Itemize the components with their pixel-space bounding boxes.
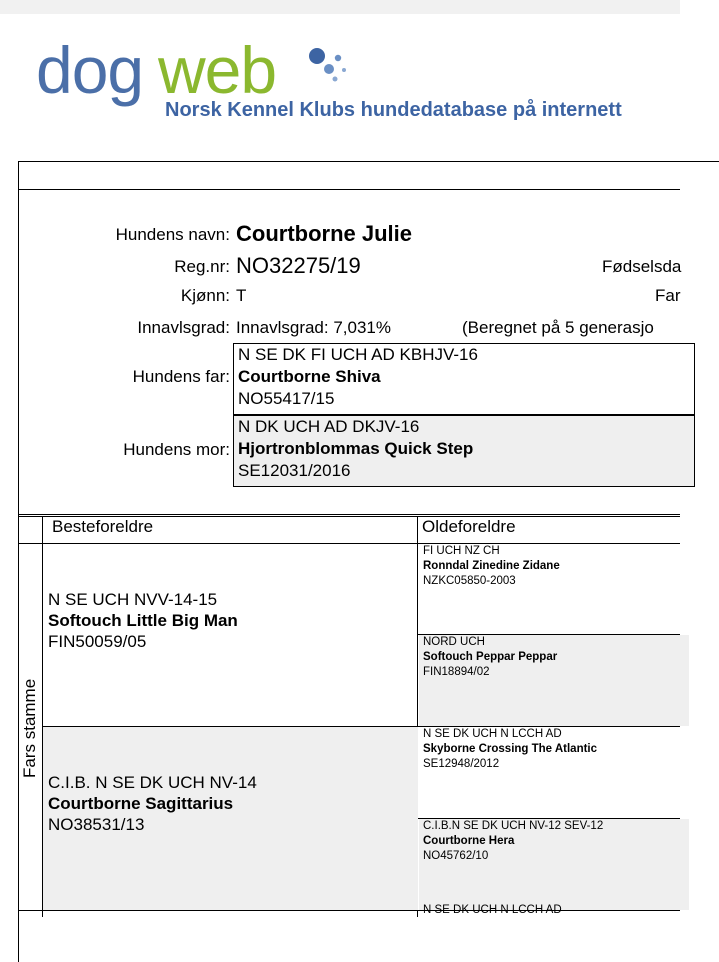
greatgrandparent-reg: FIN18894/02 bbox=[423, 666, 490, 678]
dam-name[interactable]: Hjortronblommas Quick Step bbox=[238, 439, 474, 458]
logo-tagline: Norsk Kennel Klubs hundedatabase på internett bbox=[165, 99, 622, 121]
name-label: Hundens navn: bbox=[115, 225, 230, 244]
greatgrandparent-reg: NO45762/10 bbox=[423, 850, 489, 862]
greatgrandparent-cell[interactable] bbox=[419, 544, 689, 633]
reg-label: Reg.nr: bbox=[174, 257, 230, 276]
col-greatgrandparents: Oldeforeldre bbox=[422, 517, 516, 536]
divider bbox=[18, 189, 680, 190]
sire-box[interactable] bbox=[233, 343, 695, 415]
dam-reg: SE12031/2016 bbox=[238, 461, 351, 480]
grandparent-reg: NO38531/13 bbox=[48, 815, 145, 834]
grandparent-titles: C.I.B. N SE DK UCH NV-14 bbox=[48, 773, 257, 792]
greatgrandparent-titles: N SE DK UCH N LCCH AD bbox=[423, 904, 562, 916]
inbreeding-note: (Beregnet på 5 generasjo bbox=[462, 318, 654, 337]
greatgrandparent-reg: SE12948/2012 bbox=[423, 758, 500, 770]
grandparent-cell[interactable] bbox=[43, 544, 418, 726]
grandparent-name[interactable]: Courtborne Sagittarius bbox=[48, 794, 234, 813]
greatgrandparent-titles: FI UCH NZ CH bbox=[423, 545, 500, 557]
greatgrandparent-titles: C.I.B.N SE DK UCH NV-12 SEV-12 bbox=[423, 820, 604, 832]
greatgrandparent-cell-partial bbox=[419, 904, 689, 917]
dogweb-logo[interactable] bbox=[34, 30, 674, 130]
greatgrandparent-cell[interactable] bbox=[419, 819, 689, 910]
top-bar bbox=[0, 0, 680, 14]
inbreeding-value: Innavlsgrad: 7,031% bbox=[236, 318, 391, 337]
dam-label: Hundens mor: bbox=[123, 440, 230, 459]
grandparent-titles: N SE UCH NVV-14-15 bbox=[48, 590, 218, 609]
sire-name[interactable]: Courtborne Shiva bbox=[238, 367, 381, 386]
fars-stamme-label: Fars stamme bbox=[20, 678, 39, 778]
logo-dog-text: dog bbox=[36, 33, 144, 107]
dog-name: Courtborne Julie bbox=[236, 221, 413, 246]
greatgrandparent-name[interactable]: Skyborne Crossing The Atlantic bbox=[423, 743, 598, 755]
greatgrandparent-name[interactable]: Ronndal Zinedine Zidane bbox=[423, 560, 560, 572]
inbreeding-label: Innavlsgrad: bbox=[137, 318, 230, 337]
grandparent-reg: FIN50059/05 bbox=[48, 632, 147, 651]
grandparent-name[interactable]: Softouch Little Big Man bbox=[48, 611, 238, 630]
dog-reg: NO32275/19 bbox=[236, 253, 361, 278]
sex-label: Kjønn: bbox=[180, 286, 230, 305]
logo-dots-icon bbox=[304, 44, 354, 84]
greatgrandparent-titles: NORD UCH bbox=[423, 636, 485, 648]
divider bbox=[18, 514, 680, 515]
sire-titles: N SE DK FI UCH AD KBHJV-16 bbox=[238, 345, 478, 364]
grandparent-cell[interactable] bbox=[43, 727, 418, 910]
sire-label: Hundens far: bbox=[132, 367, 230, 386]
dam-box[interactable] bbox=[233, 415, 695, 487]
greatgrandparent-cell[interactable] bbox=[419, 727, 689, 818]
col-grandparents: Besteforeldre bbox=[52, 517, 154, 536]
dam-titles: N DK UCH AD DKJV-16 bbox=[238, 417, 420, 436]
greatgrandparent-name[interactable]: Courtborne Hera bbox=[423, 835, 515, 847]
sire-reg: NO55417/15 bbox=[238, 389, 335, 408]
birth-label: Fødselsda bbox=[602, 257, 682, 276]
greatgrandparent-name[interactable]: Softouch Peppar Peppar bbox=[423, 651, 558, 663]
greatgrandparent-reg: NZKC05850-2003 bbox=[423, 575, 516, 587]
color-label: Far bbox=[655, 286, 681, 305]
greatgrandparent-cell[interactable] bbox=[419, 635, 689, 726]
dog-sex: T bbox=[236, 286, 247, 305]
greatgrandparent-titles: N SE DK UCH N LCCH AD bbox=[423, 728, 562, 740]
logo-web-text: web bbox=[158, 33, 277, 107]
